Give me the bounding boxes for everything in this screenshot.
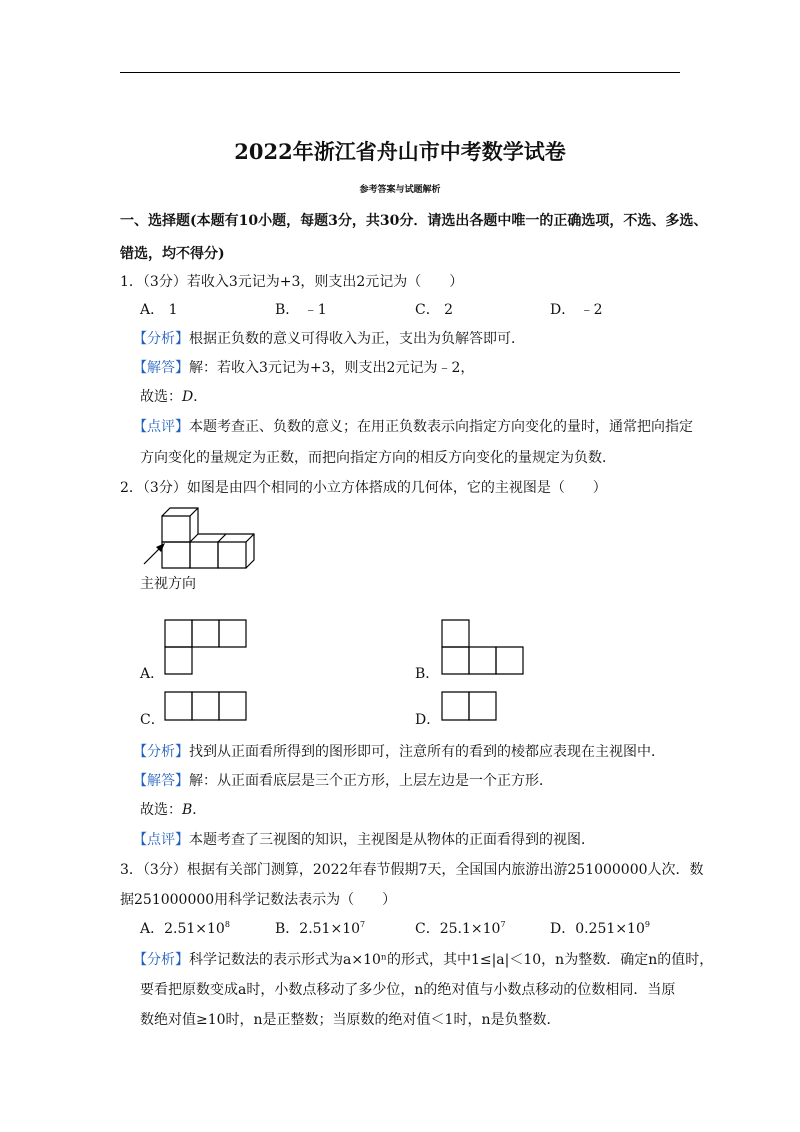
comment-tag: 【点评】 — [133, 832, 189, 848]
q2-comment: 【点评】本题考查了三视图的知识，主视图是从物体的正面看得到的视图． — [133, 832, 595, 848]
answer-tag: 【解答】 — [133, 773, 189, 789]
q2-stem: 2．（3分）如图是由四个相同的小立方体搭成的几何体，它的主视图是（ ） — [120, 480, 607, 496]
q3-stem-line2: 据251000000用科学记数法表示为（ ） — [120, 892, 397, 908]
q2-answer: 【解答】解：从正面看底层是三个正方形，上层左边是一个正方形． — [133, 773, 553, 789]
q1-comment-line2: 方向变化的量规定为正数，而把向指定方向的相反方向变化的量规定为负数． — [140, 450, 616, 466]
cube-bottom-3 — [218, 542, 246, 568]
q1-comment-line1: 【点评】本题考查正、负数的意义；在用正负数表示向指定方向变化的量时，通常把向指定 — [133, 419, 693, 435]
section-heading-line1: 一、选择题(本题有10小题，每题3分，共30分．请选出各题中唯一的正确选项，不选、多选、 — [120, 213, 708, 229]
q1-choice: 故选：D． — [140, 389, 208, 405]
q2-analysis: 【分析】找到从正面看所得到的图形即可，注意所有的看到的棱都应表现在主视图中． — [133, 744, 665, 760]
analysis-tag: 【分析】 — [133, 744, 189, 760]
q2-option-c-figure — [164, 691, 250, 723]
q3-option-d: D．$0.251\times 10^9$ — [550, 920, 650, 937]
page-title: 2022年浙江省舟山市中考数学试卷 — [234, 139, 566, 164]
q1-option-b: B． ﹣1 — [275, 302, 327, 318]
page-subtitle: 参考答案与试题解析 — [359, 185, 441, 195]
q3-stem-line1: 3．（3分）根据有关部门测算，2022年春节假期7天，全国国内旅游出游251000000人次．数 — [120, 862, 704, 878]
analysis-tag: 【分析】 — [133, 331, 189, 347]
q3-analysis-line3: 数绝对值≥10时，n是正整数；当原数的绝对值＜1时，n是负整数． — [140, 1012, 561, 1028]
q1-option-d: D． ﹣2 — [550, 302, 603, 318]
q2-option-b-figure — [441, 619, 527, 677]
cube-bottom-2 — [190, 542, 218, 568]
analysis-tag: 【分析】 — [133, 952, 189, 968]
q3-option-b: B．$2.51\times 10^7$ — [275, 920, 366, 937]
q1-option-a: A． 1 — [140, 302, 178, 318]
q3-option-c: C．$25.1\times 10^7$ — [415, 920, 506, 937]
cube-bottom-1 — [162, 542, 190, 568]
q3-analysis-line2: 要看把原数变成a时，小数点移动了多少位，n的绝对值与小数点移动的位数相同．当原 — [140, 982, 676, 998]
q2-option-d-label: D． — [415, 712, 441, 728]
comment-tag: 【点评】 — [133, 419, 189, 435]
q1-stem: 1．（3分）若收入3元记为+3，则支出2元记为（ ） — [120, 274, 464, 290]
cube-top-front — [162, 516, 190, 542]
q2-option-a-label: A． — [140, 666, 165, 682]
q2-figure-label: 主视方向 — [140, 576, 196, 592]
q2-option-c-label: C． — [140, 712, 165, 728]
q1-option-c: C． 2 — [415, 302, 454, 318]
q2-choice: 故选：B． — [140, 802, 207, 818]
q2-option-d-figure — [441, 691, 501, 723]
section-heading-line2: 错选，均不得分) — [120, 246, 225, 262]
q1-answer: 【解答】解：若收入3元记为+3，则支出2元记为﹣2， — [133, 360, 475, 376]
header-rule — [120, 72, 680, 73]
answer-tag: 【解答】 — [133, 360, 189, 376]
q3-option-a: A．$2.51\times 10^8$ — [140, 920, 230, 937]
q1-analysis: 【分析】根据正负数的意义可得收入为正，支出为负解答即可． — [133, 331, 525, 347]
q3-analysis-line1: 【分析】科学记数法的表示形式为a×10ⁿ的形式，其中1≤|a|＜10，n为整数．确定n的值时， — [133, 952, 714, 968]
q2-option-a-figure — [164, 619, 250, 677]
q2-option-b-label: B． — [415, 666, 440, 682]
